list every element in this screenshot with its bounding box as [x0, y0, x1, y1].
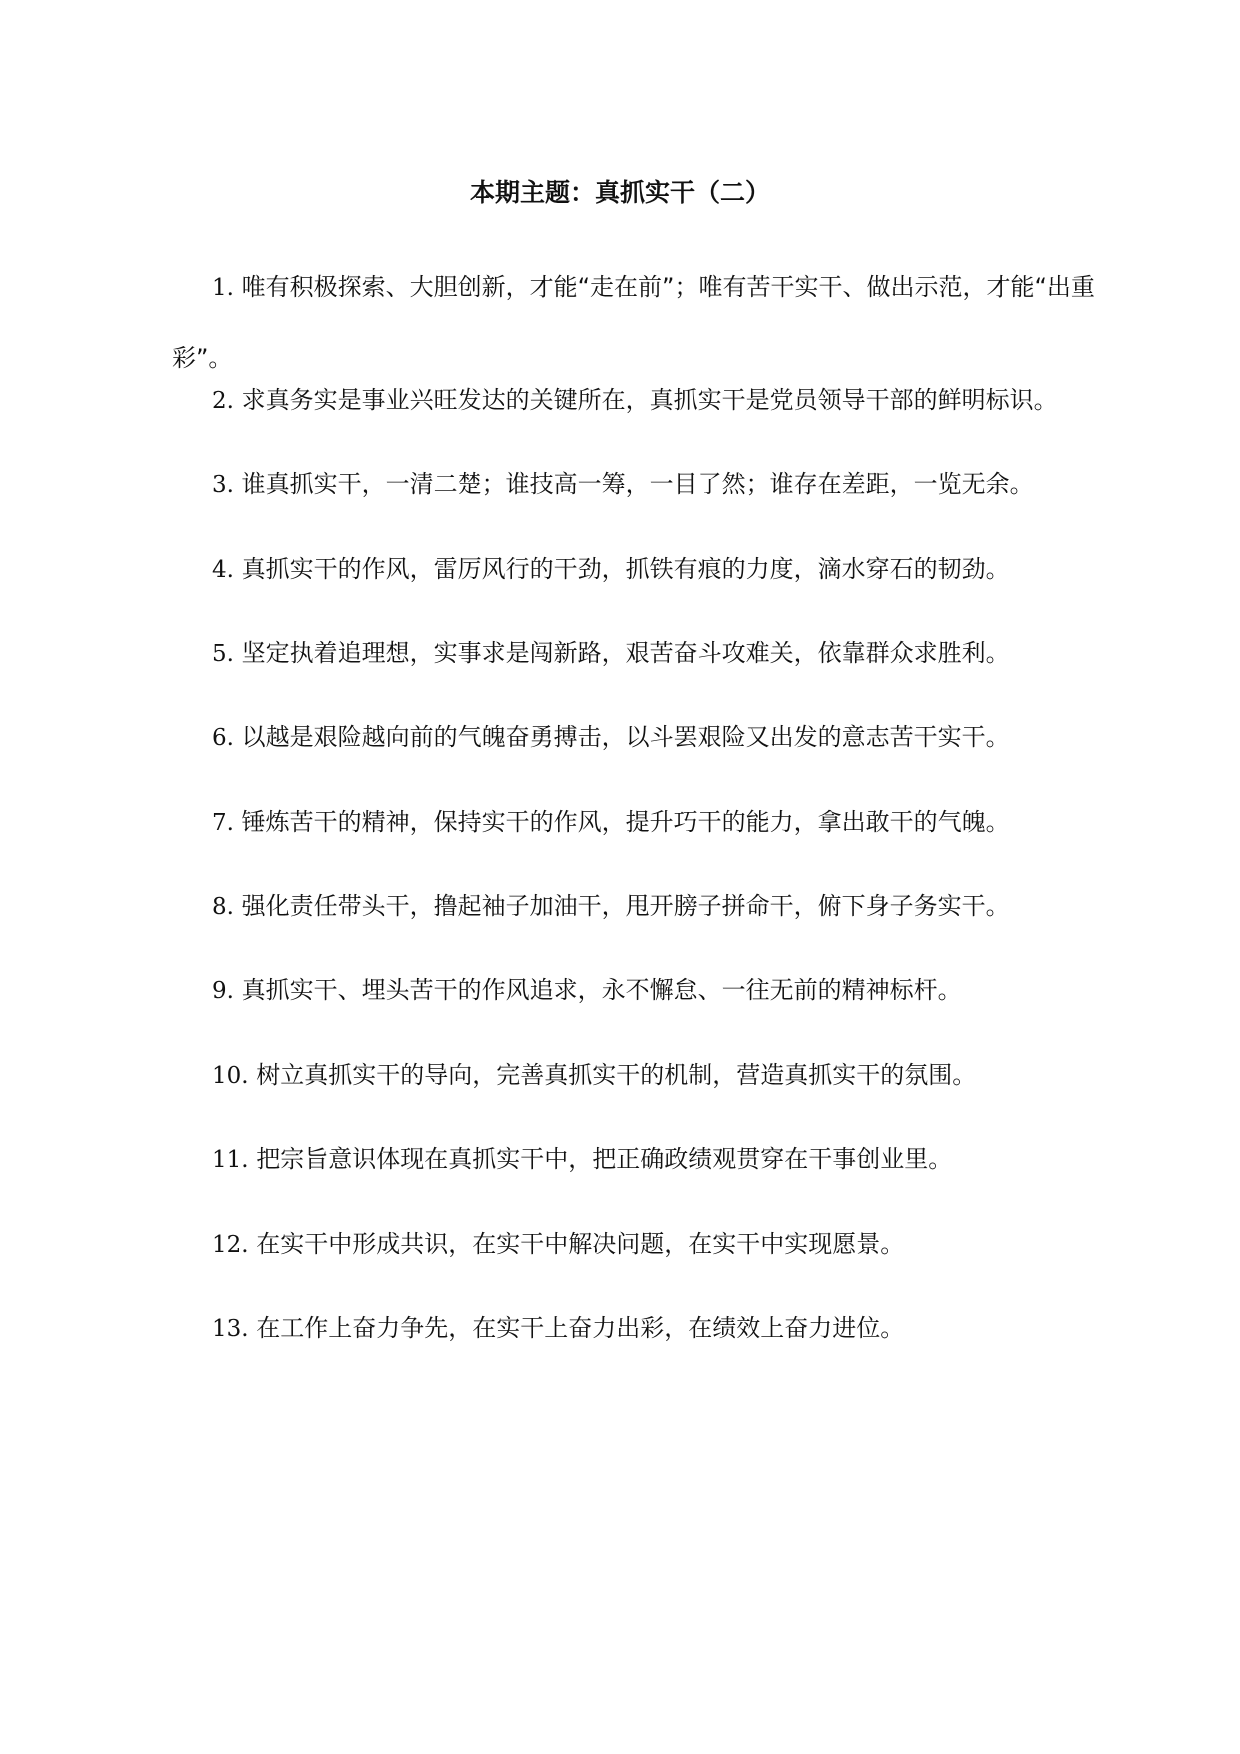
item-number: 4.: [212, 557, 234, 583]
item-text: 把宗旨意识体现在真抓实干中，把正确政绩观贯穿在干事创业里。: [256, 1145, 953, 1173]
list-item-6: [172, 702, 1102, 773]
item-text: 树立真抓实干的导向，完善真抓实干的机制，营造真抓实干的氛围。: [256, 1061, 977, 1089]
list-item-8: [172, 871, 1102, 942]
list-item-5: [172, 618, 1102, 689]
item-text: 真抓实干、埋头苦干的作风追求，永不懈怠、一往无前的精神标杆。: [241, 976, 962, 1004]
item-number: 12.: [212, 1232, 249, 1258]
list-item-9: [172, 955, 1102, 1026]
item-number: 8.: [212, 894, 234, 920]
item-text: 谁真抓实干，一清二楚；谁技高一筹，一目了然；谁存在差距，一览无余。: [241, 470, 1034, 498]
item-number: 5.: [212, 641, 234, 667]
item-number: 7.: [212, 810, 234, 836]
item-text: 在工作上奋力争先，在实干上奋力出彩，在绩效上奋力进位。: [256, 1314, 905, 1342]
item-number: 6.: [212, 725, 234, 751]
list-item-10: [172, 1040, 1102, 1111]
list-item-7: [172, 787, 1102, 858]
list-item-3: [172, 449, 1102, 520]
item-text: 真抓实干的作风，雷厉风行的干劲，抓铁有痕的力度，滴水穿石的韧劲。: [241, 555, 1010, 583]
item-number: 13.: [212, 1316, 249, 1342]
item-text: 在实干中形成共识，在实干中解决问题，在实干中实现愿景。: [256, 1230, 905, 1258]
list-item-13: [172, 1293, 1102, 1364]
item-text: 强化责任带头干，撸起袖子加油干，甩开膀子拼命干，俯下身子务实干。: [241, 892, 1010, 920]
list-item-4: [172, 534, 1102, 605]
item-text: 坚定执着追理想，实事求是闯新路，艰苦奋斗攻难关，依靠群众求胜利。: [241, 639, 1010, 667]
item-text: 唯有积极探索、大胆创新，才能“走在前”；唯有苦干实干、做出示范，才能“出重彩”。: [172, 273, 1095, 372]
item-number: 1.: [212, 275, 234, 301]
item-text: 求真务实是事业兴旺发达的关键所在，真抓实干是党员领导干部的鲜明标识。: [241, 386, 1058, 414]
list-item-11: [172, 1124, 1102, 1195]
list-item-2: [172, 365, 1102, 436]
list-item-12: [172, 1209, 1102, 1280]
item-text: 以越是艰险越向前的气魄奋勇搏击，以斗罢艰险又出发的意志苦干实干。: [241, 723, 1010, 751]
item-number: 2.: [212, 388, 234, 414]
item-number: 3.: [212, 472, 234, 498]
item-number: 11.: [212, 1147, 249, 1173]
item-text: 锤炼苦干的精神，保持实干的作风，提升巧干的能力，拿出敢干的气魄。: [241, 808, 1010, 836]
item-number: 10.: [212, 1063, 249, 1089]
item-number: 9.: [212, 978, 234, 1004]
document-title: 本期主题：真抓实干（二）: [469, 178, 770, 207]
